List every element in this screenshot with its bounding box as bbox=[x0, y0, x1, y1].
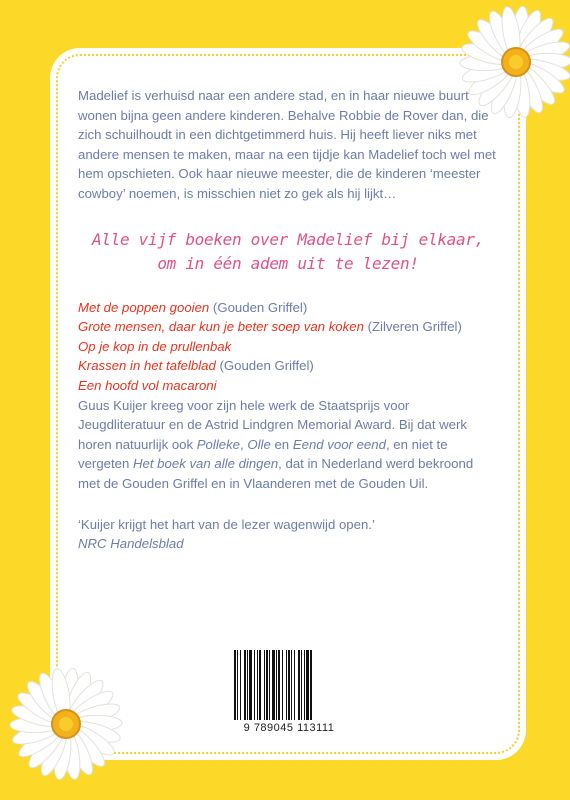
barcode-bar bbox=[257, 650, 258, 720]
barcode-bar bbox=[291, 650, 292, 720]
barcode-bar bbox=[306, 650, 309, 720]
tagline bbox=[78, 228, 498, 276]
book-reference: Het boek van alle dingen bbox=[133, 456, 279, 472]
flower-center-highlight bbox=[509, 55, 523, 69]
barcode-bar bbox=[298, 650, 300, 720]
barcode-bar bbox=[266, 650, 268, 720]
barcode-bar bbox=[249, 650, 252, 720]
barcode-bar bbox=[301, 650, 302, 720]
author-text: , bbox=[240, 436, 248, 452]
book-item bbox=[78, 317, 498, 337]
quote-source: NRC Handelsblad bbox=[78, 536, 184, 552]
review-quote bbox=[78, 515, 498, 554]
book-reference: Olle bbox=[247, 436, 271, 452]
book-title: Krassen in het tafelblad bbox=[78, 358, 216, 374]
author-text: , dat in Nederland werd bekroond met de Gouden Griffel en in Vlaanderen met de Gouden Uil. bbox=[78, 456, 474, 491]
book-item bbox=[78, 356, 498, 376]
back-cover-text bbox=[78, 86, 498, 554]
book-award: (Zilveren Griffel) bbox=[363, 319, 462, 335]
author-text: en bbox=[270, 436, 293, 452]
book-reference: Polleke bbox=[196, 436, 241, 452]
book-item bbox=[78, 376, 498, 396]
book-title: Met de poppen gooien bbox=[78, 299, 210, 315]
barcode-bar bbox=[264, 650, 265, 720]
daisy-flower-icon bbox=[6, 664, 126, 784]
book-title: Grote mensen, daar kun je beter soep van koken bbox=[78, 319, 364, 335]
barcode-bar bbox=[254, 650, 255, 720]
book-reference: Eend voor eend bbox=[292, 436, 386, 452]
tagline-line-1: Alle vijf boeken over Madelief bij elkaar, bbox=[92, 229, 484, 249]
barcode-bars bbox=[234, 650, 344, 722]
flower-center-highlight bbox=[59, 717, 73, 731]
book-item bbox=[78, 298, 498, 318]
book-item bbox=[78, 337, 498, 357]
author-paragraph bbox=[78, 396, 498, 494]
barcode-bar bbox=[244, 650, 246, 720]
book-list bbox=[78, 298, 498, 396]
barcode-bar bbox=[247, 650, 248, 720]
author-text: Guus Kuijer kreeg voor zijn hele werk de Staatsprijs voor Jeugdliteratuur en de Astrid Lindgren Memorial Award. Bij dat werk horen natuurlijk ook bbox=[78, 397, 467, 452]
barcode-digits: 9 789045 113111 bbox=[243, 722, 335, 734]
barcode-bar bbox=[288, 650, 290, 720]
barcode-bar bbox=[304, 650, 305, 720]
barcode-bar bbox=[272, 650, 275, 720]
book-title: Een hoofd vol macaroni bbox=[78, 377, 217, 393]
barcode-bar bbox=[237, 650, 238, 720]
barcode-bar bbox=[286, 650, 287, 720]
barcode-bar bbox=[310, 650, 312, 720]
barcode-bar bbox=[269, 650, 270, 720]
barcode-bar bbox=[278, 650, 280, 720]
quote-text: ‘Kuijer krijgt het hart van de lezer wagenwijd open.’ bbox=[78, 516, 375, 532]
book-award: (Gouden Griffel) bbox=[215, 358, 314, 374]
barcode-bar bbox=[259, 650, 261, 720]
book-title: Op je kop in de prullenbak bbox=[78, 338, 232, 354]
tagline-line-2: om in één adem uit te lezen! bbox=[157, 253, 419, 273]
book-award: (Gouden Griffel) bbox=[209, 299, 308, 315]
barcode-bar bbox=[276, 650, 277, 720]
author-text: , en niet te vergeten bbox=[78, 436, 448, 472]
blurb-paragraph: Madelief is verhuisd naar een andere stad, en in haar nieuwe buurt wonen bijna geen andere kinderen. Behalve Robbie de Rover dan, die zich schuilhoudt in een dichtgetimmerd huis. Hij heeft liever niks met andere mensen te maken, maar na een tijdje kan Madelief toch wel met hem opschieten. Ook haar nieuwe meester, die de kinderen ‘meester cowboy’ noemen, is misschien niet zo gek als hij lijkt… bbox=[78, 88, 496, 201]
barcode-bar bbox=[240, 650, 241, 720]
barcode-bar bbox=[234, 650, 236, 720]
barcode-bar bbox=[294, 650, 295, 720]
barcode-bar bbox=[282, 650, 283, 720]
isbn-barcode bbox=[226, 648, 352, 740]
